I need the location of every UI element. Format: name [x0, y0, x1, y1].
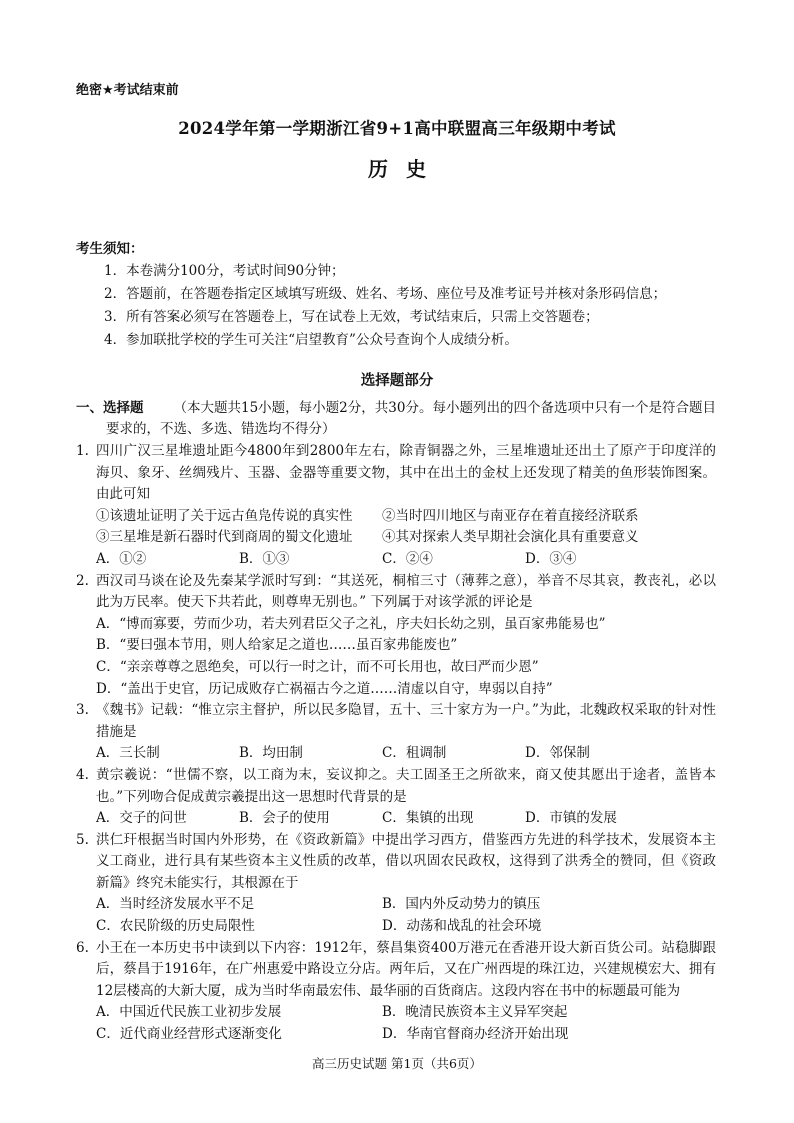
option-list — [96, 1002, 716, 1045]
option-c: C．②④ — [382, 550, 433, 567]
part-label: 一、选择题 — [76, 400, 144, 416]
option-d: D．③④ — [525, 550, 577, 567]
option-d: D．“盖出于史官，历记成败存亡祸福古今之道……清虚以自守，卑弱以自持” — [96, 680, 553, 697]
option-a: A．当时经济发展水平不足 — [96, 896, 255, 913]
option-list — [96, 549, 716, 571]
option-c: C．农民阶级的历史局限性 — [96, 918, 255, 935]
question-1 — [76, 441, 716, 571]
option-d: D．邻保制 — [525, 745, 590, 762]
option-b: B．晚清民族资本主义异军突起 — [382, 1004, 568, 1021]
option-b: B．“要曰强本节用，则人给家足之道也……虽百家弗能废也” — [96, 637, 458, 654]
statement-list — [96, 506, 716, 549]
question-stem: 四川广汉三星堆遗址距今4800年到2800年左右，除青铜器之外，三星堆遗址还出土了原产于印度洋的海贝、象牙、丝绸残片、玉器、金器等重要文物，其中在出土的金杖上还发现了精美的鱼形装饰图案。由此可知 — [96, 443, 716, 503]
notice-item: 3．所有答案必须写在答题卷上，写在试卷上无效，考试结束后，只需上交答题卷； — [104, 308, 599, 325]
question-number: 2. — [76, 572, 89, 589]
statement: ④其对探索人类早期社会演化具有重要意义 — [382, 529, 639, 546]
option-a: A．①② — [96, 550, 147, 567]
question-number: 3. — [76, 702, 89, 719]
section-heading: 选择题部分 — [360, 373, 434, 389]
exam-title: 2024学年第一学期浙江省9+1高中联盟高三年级期中考试 — [178, 119, 616, 138]
question-number: 6. — [76, 939, 89, 956]
notice-heading: 考生须知： — [76, 241, 144, 257]
option-a: A．三长制 — [96, 745, 160, 762]
option-b: B．国内外反动势力的镇压 — [382, 896, 541, 913]
question-number: 1. — [76, 443, 89, 459]
notice-item: 1．本卷满分100分，考试时间90分钟； — [104, 262, 345, 279]
option-c: C．“亲亲尊尊之恩绝矣，可以行一时之计，而不可长用也，故曰严而少恩” — [96, 658, 539, 675]
part-text: （本大题共15小题，每小题2分，共30分。每小题列出的四个备选项中只有一个是符合题目要求的，不选、多选、错选均不得分） — [106, 400, 716, 437]
confidential-mark: 绝密★考试结束前 — [76, 83, 179, 98]
question-5 — [76, 830, 716, 938]
question-4 — [76, 765, 716, 830]
question-3 — [76, 700, 716, 765]
question-number: 4. — [76, 766, 89, 783]
option-b: B．①③ — [239, 550, 290, 567]
option-list — [96, 894, 716, 937]
option-c: C．租调制 — [382, 745, 447, 762]
question-stem: 小王在一本历史书中读到以下内容：1912年，蔡昌集资400万港元在香港开设大新百货公司。站稳脚跟后，蔡昌于1916年，在广州惠爱中路设立分店。两年后，又在广州西堤的珠江边，兴建规模宏大、拥有12层楼高的大新大厦，成为当时华南最宏伟、最华丽的百货商店。这段内容在书中的标题最可能为 — [96, 939, 716, 999]
question-list — [76, 398, 716, 1046]
statement: ②当时四川地区与南亚存在着直接经济联系 — [382, 507, 639, 524]
notice-item: 4．参加联批学校的学生可关注“启望教育”公众号查询个人成绩分析。 — [104, 331, 518, 348]
option-a: A．“博而寡要，劳而少功，若夫列君臣父子之礼，序夫妇长幼之别，虽百家弗能易也” — [96, 615, 606, 632]
question-number: 5. — [76, 831, 89, 848]
option-d: D．动荡和战乱的社会环境 — [382, 918, 542, 935]
option-list — [96, 743, 716, 765]
question-stem: 《魏书》记载：“惟立宗主督护，所以民多隐冒，五十、三十家方为一户。”为此，北魏政权采取的针对性措施是 — [96, 702, 716, 740]
question-stem: 洪仁玕根据当时国内外形势，在《资政新篇》中提出学习西方，借鉴西方先进的科学技术，发展资本主义工商业，进行具有某些资本主义性质的改革，借以巩固农民政权，这得到了洪秀全的赞同，但《资政新篇》终究未能实行，其根源在于 — [96, 831, 716, 891]
subject-title: 历史 — [368, 157, 444, 181]
option-c: C．集镇的出现 — [382, 810, 474, 827]
question-stem: 西汉司马谈在论及先秦某学派时写到：“其送死，桐棺三寸（薄葬之意），举音不尽其哀，教丧礼，必以此为万民率。使天下共若此，则尊卑无别也。” 下列属于对该学派的评论是 — [96, 572, 716, 611]
candidate-notice — [76, 241, 716, 352]
option-b: B．会子的使用 — [239, 810, 330, 827]
option-list — [96, 808, 716, 830]
option-c: C．近代商业经营形式逐渐变化 — [96, 1026, 282, 1043]
notice-item: 2．答题前，在答题卷指定区域填写班级、姓名、考场、座位号及准考证号并核对条形码信息； — [104, 285, 667, 302]
statement: ①该遗址证明了关于远古鱼凫传说的真实性 — [96, 507, 353, 524]
option-d: D．华南官督商办经济开始出现 — [382, 1026, 569, 1043]
option-d: D．市镇的发展 — [525, 810, 617, 827]
question-stem: 黄宗羲说：“世儒不察，以工商为末，妄议抑之。夫工固圣王之所欲来，商又使其愿出于途者，盖皆本也。”下列吻合促成黄宗羲提出这一思想时代背景的是 — [96, 766, 716, 805]
option-list — [96, 614, 716, 700]
option-a: A．交子的问世 — [96, 810, 187, 827]
page-footer: 高三历史试题 第1页（共6页） — [312, 1056, 482, 1071]
statement: ③三星堆是新石器时代到商周的蜀文化遗址 — [96, 529, 353, 546]
option-a: A．中国近代民族工业初步发展 — [96, 1004, 282, 1021]
question-6 — [76, 938, 716, 1046]
part-instructions — [76, 398, 716, 440]
option-b: B．均田制 — [239, 745, 303, 762]
question-2 — [76, 571, 716, 701]
